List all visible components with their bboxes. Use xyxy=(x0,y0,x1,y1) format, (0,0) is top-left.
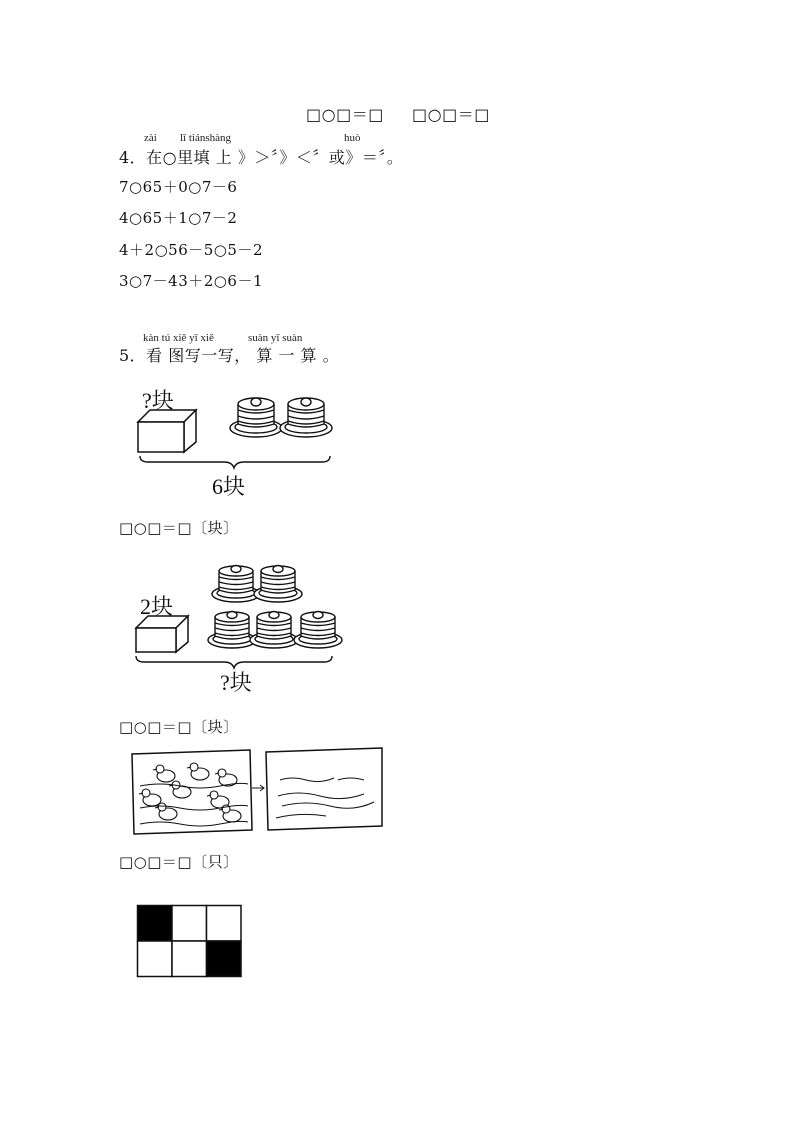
water-panel xyxy=(266,748,382,830)
box-icon xyxy=(136,616,188,652)
answer-line-3: □○□＝□〔只〕 xyxy=(119,853,239,871)
fig2-top-label: 2块 xyxy=(140,594,174,619)
figure-ducks-drawing xyxy=(130,746,386,838)
q4-row-3: 4＋2○56－5○5－2 xyxy=(119,241,263,259)
cake-icon xyxy=(254,566,302,603)
q4-pinyin-2: lǐ tiánshàng xyxy=(180,132,232,144)
figure-cakes-2-drawing xyxy=(132,558,372,693)
grid-cell-empty xyxy=(172,941,207,977)
top-equation-1: □○□＝□ xyxy=(306,105,384,124)
cake-icon xyxy=(212,566,260,603)
cake-icon xyxy=(294,612,342,649)
answer-line-2: □○□＝□〔块〕 xyxy=(119,718,239,736)
figure-ducks xyxy=(130,746,386,838)
figure-cakes-2 xyxy=(132,558,372,693)
q4-row-1: 7○65＋0○7－6 xyxy=(119,178,238,196)
fig1-bottom-label: 6块 xyxy=(212,474,246,499)
q4-question: 4．在○里填 上 》＞〞》＜〞或》＝〞。 xyxy=(119,148,404,167)
q5-pinyin-2: suàn yī suàn xyxy=(248,332,303,344)
q5-pinyin-1: kàn tú xiě yī xiě xyxy=(143,332,214,344)
cake-icon xyxy=(250,612,298,649)
cake-icon xyxy=(230,398,282,437)
grid-drawing xyxy=(136,904,244,978)
q4-pinyin-1: zài xyxy=(144,132,157,144)
box-icon xyxy=(138,410,196,452)
grid-cell-filled xyxy=(207,941,242,977)
q4-pinyin-3: huò xyxy=(344,132,361,144)
grid-cell-empty xyxy=(172,906,207,942)
grid-figure xyxy=(136,904,244,978)
grid-cell-filled xyxy=(138,906,173,942)
fig2-bottom-label: ?块 xyxy=(220,670,252,695)
fig1-top-label: ?块 xyxy=(142,388,174,413)
answer-line-1: □○□＝□〔块〕 xyxy=(119,519,239,537)
top-equation-2: □○□＝□ xyxy=(412,105,490,124)
cake-icon xyxy=(208,612,256,649)
figure-cakes-1 xyxy=(134,380,334,499)
q4-row-2: 4○65＋1○7－2 xyxy=(119,209,238,227)
brace xyxy=(140,456,330,468)
arrow-icon xyxy=(252,785,264,791)
cake-icon xyxy=(280,398,332,437)
q4-row-4: 3○7－43＋2○6－1 xyxy=(119,272,263,290)
q5-question: 5．看 图写一写， 算 一 算 。 xyxy=(119,346,340,365)
grid-cell-empty xyxy=(138,941,173,977)
grid-cell-empty xyxy=(207,906,242,942)
